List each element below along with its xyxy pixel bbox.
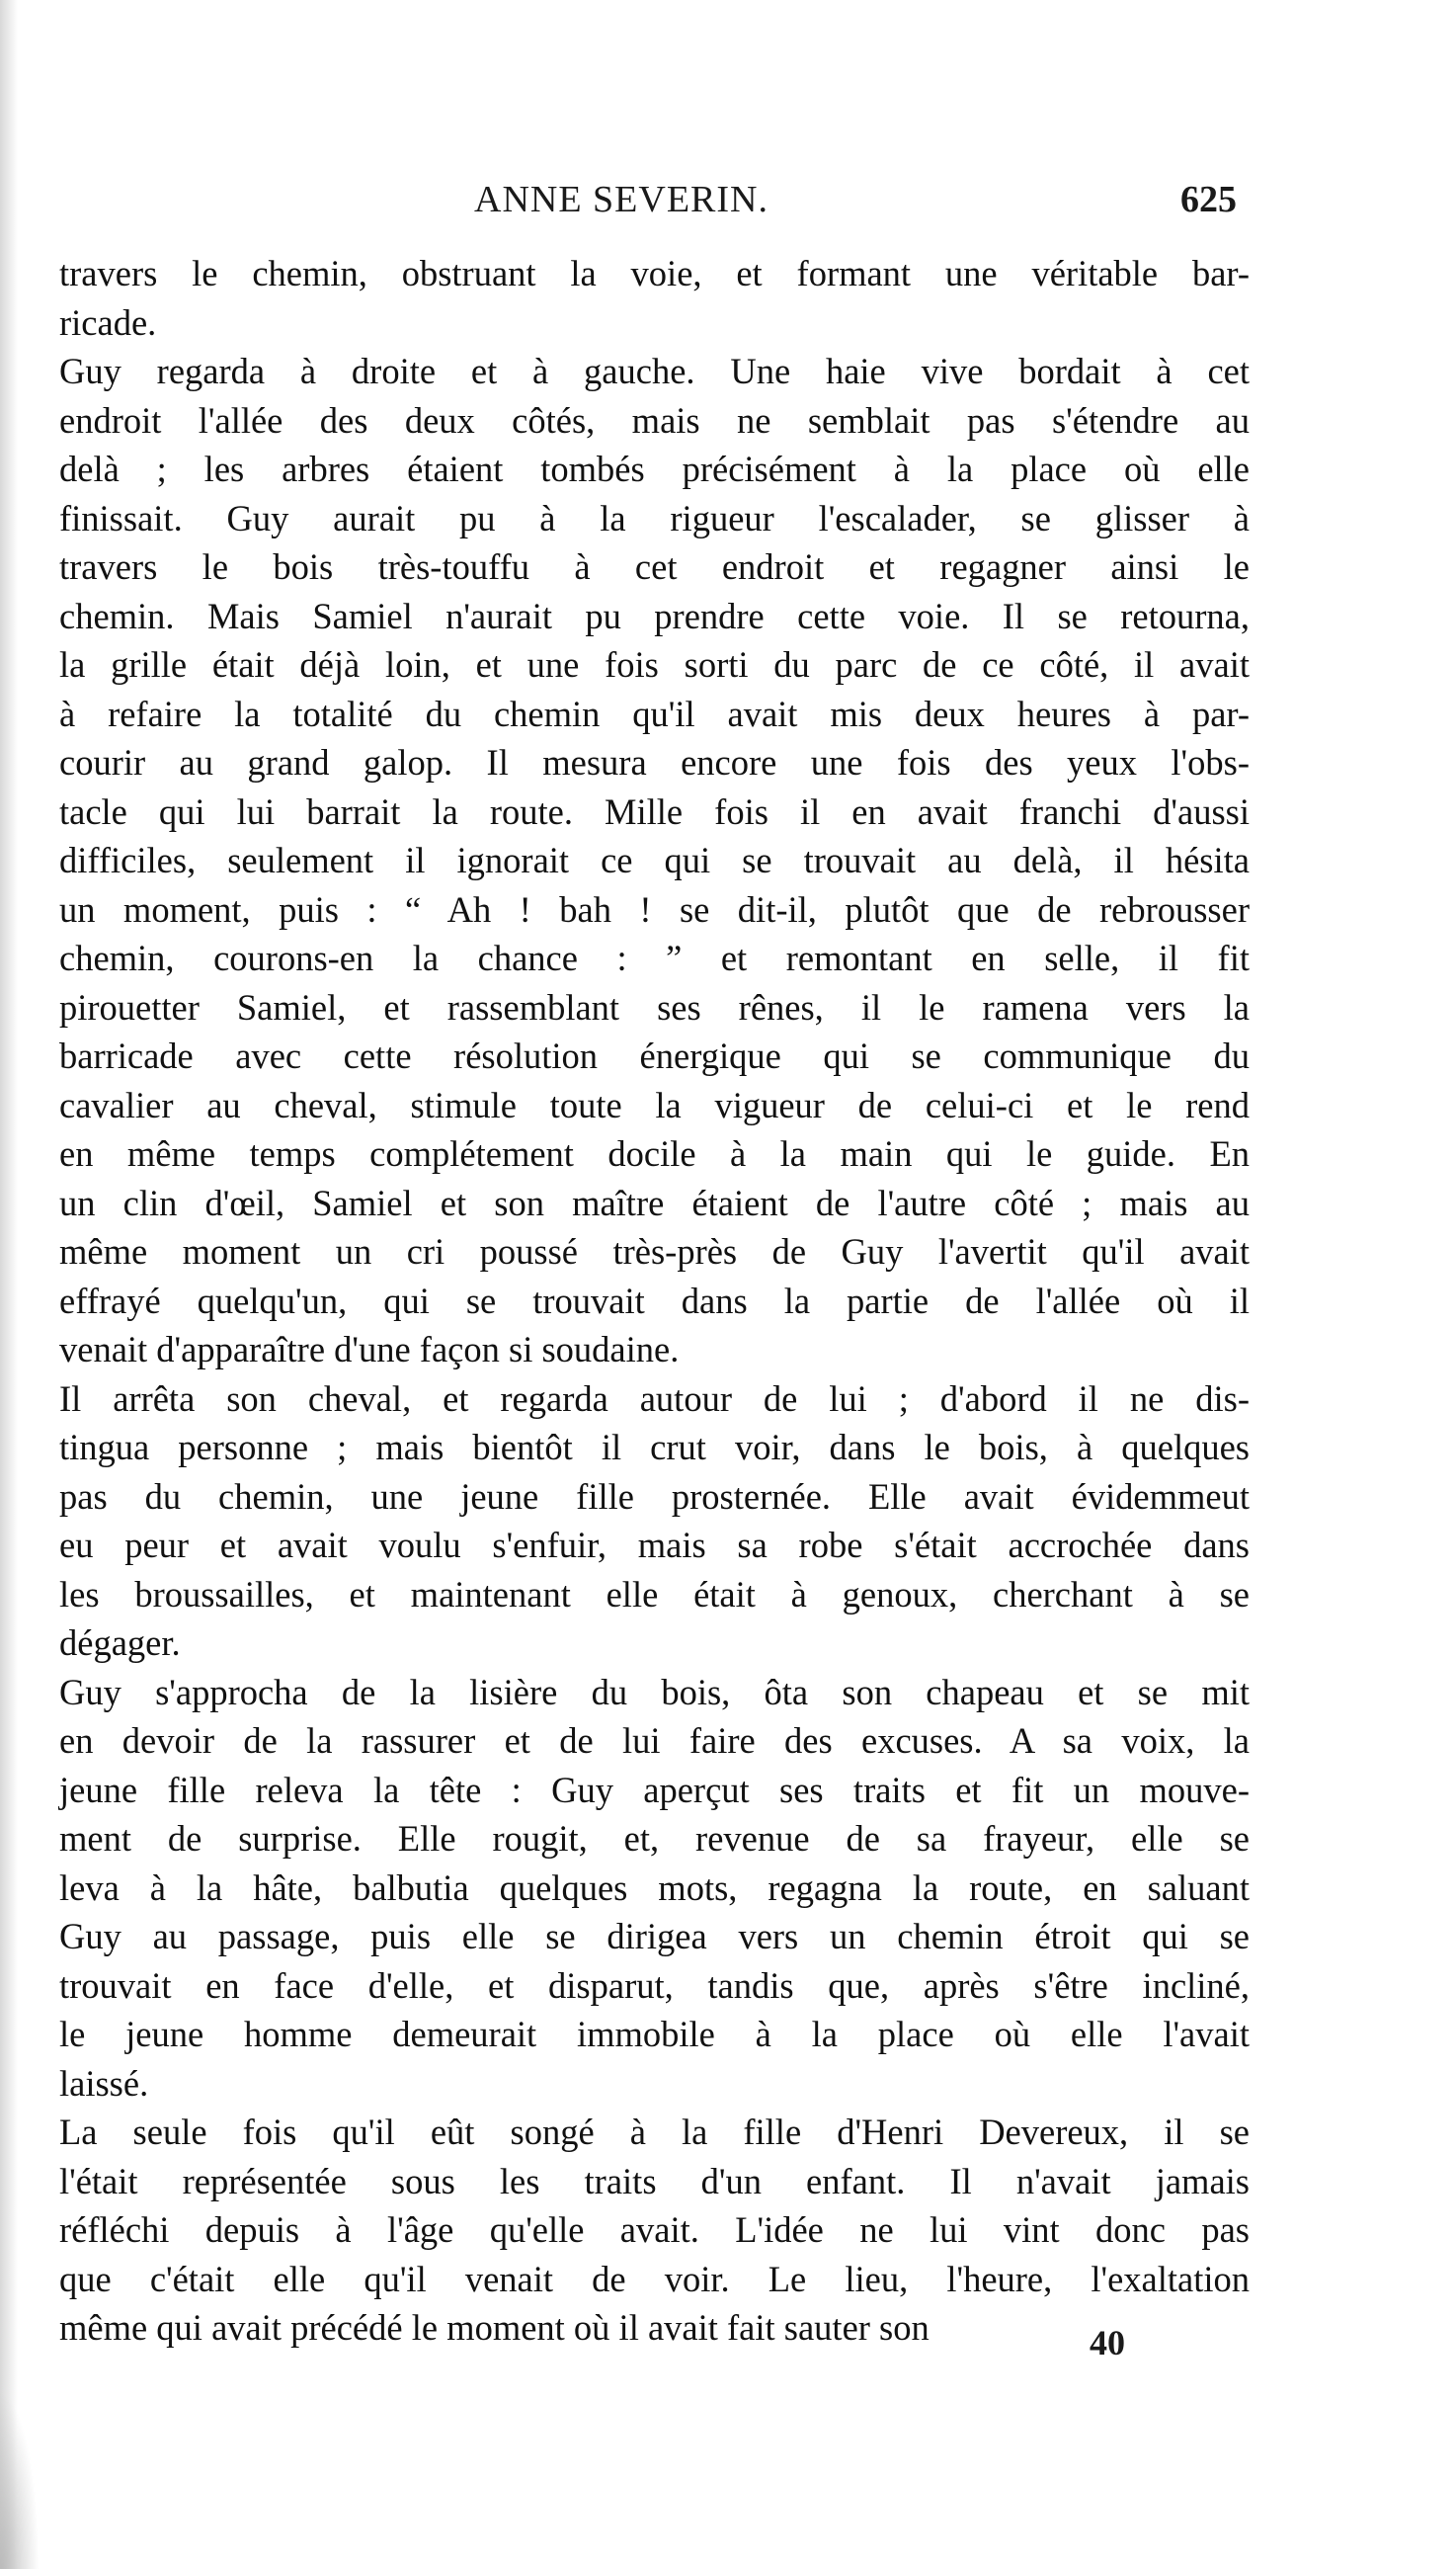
text-line: les broussailles, et maintenant elle était à genoux, cherchant à se xyxy=(59,1573,1250,1615)
text-line: que c'était elle qu'il venait de voir. Le lieu, l'heure, l'exaltation xyxy=(59,2258,1250,2299)
text-line: tingua personne ; mais bientôt il crut voir, dans le bois, à quelques xyxy=(59,1427,1250,1467)
text-line: le jeune homme demeurait immobile à la place où elle l'avait xyxy=(59,2014,1250,2054)
text-line: dégager. xyxy=(59,1622,181,1663)
text-line: Guy regarda à droite et à gauche. Une haie vive bordait à cet xyxy=(59,351,1250,391)
paragraph xyxy=(59,347,1250,1374)
text-line: pirouetter Samiel, et rassemblant ses rênes, il le ramena vers la xyxy=(59,986,1250,1028)
text-line: endroit l'allée des deux côtés, mais ne semblait pas s'étendre au xyxy=(59,399,1250,441)
page-gutter-shadow xyxy=(0,0,18,2569)
text-line: réfléchi depuis à l'âge qu'elle avait. L'idée ne lui vint donc pas xyxy=(59,2209,1250,2250)
text-line: cavalier au cheval, stimule toute la vigueur de celui-ci et le rend xyxy=(59,1084,1250,1125)
text-line: La seule fois qu'il eût songé à la fille d'Henri Devereux, il se xyxy=(59,2112,1250,2152)
text-line: laissé. xyxy=(59,2062,149,2104)
text-line: ricade. xyxy=(59,301,157,343)
text-line: même qui avait précédé le moment où il avait fait sauter son xyxy=(59,2307,930,2348)
text-line: chemin. Mais Samiel n'aurait pu prendre cette voie. Il se retourna, xyxy=(59,595,1250,636)
paragraph xyxy=(59,1668,1250,2109)
body-text xyxy=(59,249,1250,2353)
text-line: Guy s'approcha de la lisière du bois, ôta son chapeau et se mit xyxy=(59,1671,1250,1712)
paragraph xyxy=(59,249,1250,347)
page-corner-shadow xyxy=(0,2391,40,2569)
signature-mark: 40 xyxy=(1090,2323,1125,2362)
text-line: chemin, courons-en la chance : ” et remontant en selle, il fit xyxy=(59,938,1250,978)
page-number: 625 xyxy=(1180,179,1237,220)
paragraph xyxy=(59,1374,1250,1668)
text-line: un moment, puis : “ Ah ! bah ! se dit-il, plutôt que de rebrousser xyxy=(59,888,1250,930)
text-line: ment de surprise. Elle rougit, et, revenue de sa frayeur, elle se xyxy=(59,1818,1250,1859)
text-line: effrayé quelqu'un, qui se trouvait dans la partie de l'allée où il xyxy=(59,1280,1250,1321)
text-line: travers le chemin, obstruant la voie, et formant une véritable bar- xyxy=(59,253,1250,293)
text-line: barricade avec cette résolution énergique qui se communique du xyxy=(59,1036,1250,1076)
text-line: en même temps complétement docile à la main qui le guide. En xyxy=(59,1133,1250,1174)
text-line: trouvait en face d'elle, et disparut, tandis que, après s'être incliné, xyxy=(59,1964,1250,2006)
text-line: la grille était déjà loin, et une fois sorti du parc de ce côté, il avait xyxy=(59,644,1250,685)
running-title: ANNE SEVERIN. xyxy=(474,179,768,220)
text-line: pas du chemin, une jeune fille prosternée. Elle avait évidemmeut xyxy=(59,1475,1250,1517)
text-line: à refaire la totalité du chemin qu'il avait mis deux heures à par- xyxy=(59,693,1250,734)
text-line: difficiles, seulement il ignorait ce qui se trouvait au delà, il hésita xyxy=(59,840,1250,880)
text-line: un clin d'œil, Samiel et son maître étaient de l'autre côté ; mais au xyxy=(59,1182,1250,1223)
text-line: venait d'apparaître d'une façon si soudaine. xyxy=(59,1329,680,1369)
text-line: jeune fille releva la tête : Guy aperçut ses traits et fit un mouve- xyxy=(59,1769,1250,1810)
text-line: même moment un cri poussé très-près de Guy l'avertit qu'il avait xyxy=(59,1231,1250,1272)
text-line: finissait. Guy aurait pu à la rigueur l'escalader, se glisser à xyxy=(59,497,1250,539)
text-line: l'était représentée sous les traits d'un enfant. Il n'avait jamais xyxy=(59,2160,1250,2201)
text-line: Il arrêta son cheval, et regarda autour de lui ; d'abord il ne dis- xyxy=(59,1377,1250,1419)
text-line: leva à la hâte, balbutia quelques mots, regagna la route, en saluant xyxy=(59,1866,1250,1908)
text-line: travers le bois très-touffu à cet endroit et regagner ainsi le xyxy=(59,546,1250,587)
text-line: delà ; les arbres étaient tombés précisément à la place où elle xyxy=(59,449,1250,489)
text-line: en devoir de la rassurer et de lui faire des excuses. A sa voix, la xyxy=(59,1720,1250,1761)
text-line: courir au grand galop. Il mesura encore une fois des yeux l'obs- xyxy=(59,742,1250,783)
text-line: tacle qui lui barrait la route. Mille fois il en avait franchi d'aussi xyxy=(59,790,1250,832)
text-line: eu peur et avait voulu s'enfuir, mais sa robe s'était accrochée dans xyxy=(59,1525,1250,1565)
paragraph xyxy=(59,2108,1250,2353)
text-line: Guy au passage, puis elle se dirigea vers un chemin étroit qui se xyxy=(59,1916,1250,1956)
